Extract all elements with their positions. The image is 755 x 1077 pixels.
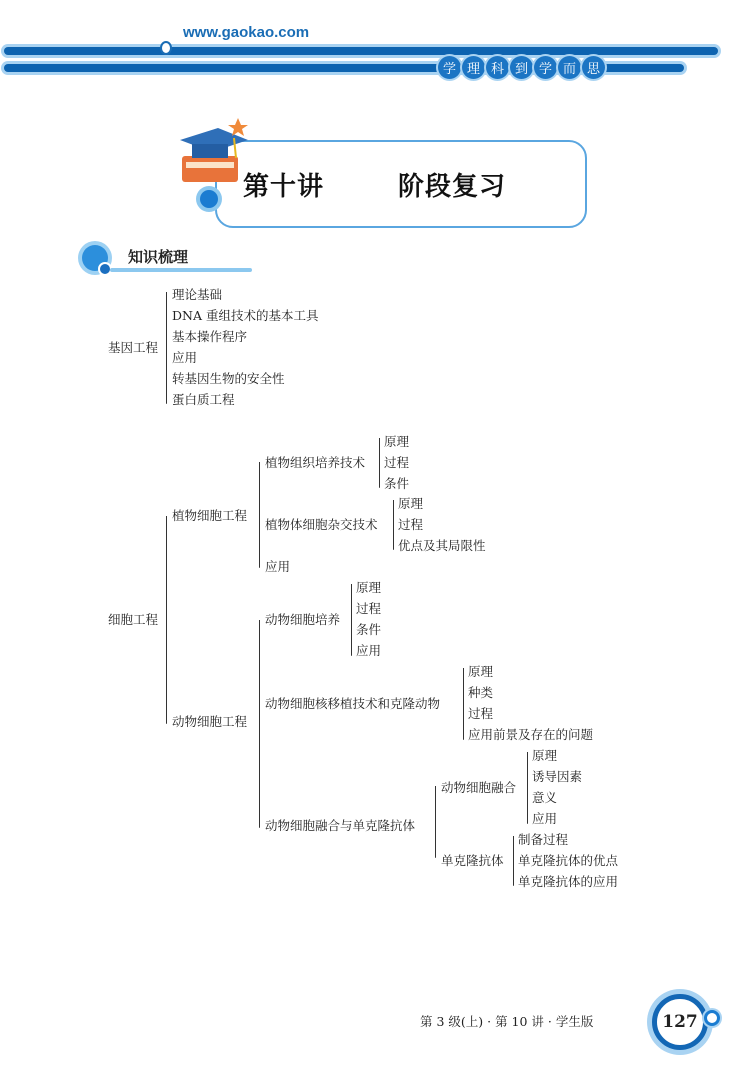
tree-item: 过程 <box>356 601 382 616</box>
tree-item: 单克隆抗体的应用 <box>518 874 619 889</box>
tree-item: 原理 <box>532 748 558 763</box>
tree-item: 理论基础 <box>172 287 223 302</box>
tree-item: 原理 <box>468 664 494 679</box>
tree-item: 单克隆抗体的优点 <box>518 853 619 868</box>
brace <box>393 500 394 550</box>
graduation-cap-books-icon <box>178 118 252 188</box>
brace <box>463 668 464 740</box>
brace <box>351 584 352 656</box>
lecture-topic: 阶段复习 <box>398 172 507 202</box>
ring-icon <box>160 41 172 55</box>
motto-char: 到 <box>510 56 533 79</box>
tree-branch: 动物细胞融合与单克隆抗体 <box>265 818 416 833</box>
motto-char: 科 <box>486 56 509 79</box>
brace <box>166 516 167 724</box>
brace <box>527 752 528 824</box>
tree-branch: 植物组织培养技术 <box>265 455 366 470</box>
tree-item: 条件 <box>356 622 382 637</box>
brace <box>259 462 260 568</box>
tree-item: 蛋白质工程 <box>172 392 235 407</box>
brace <box>259 620 260 828</box>
tree-item: 过程 <box>384 455 410 470</box>
page-number: 127 <box>652 994 708 1050</box>
tree-item: DNA 重组技术的基本工具 <box>172 308 319 323</box>
lecture-number: 第十讲 <box>243 172 325 202</box>
tree-item: 过程 <box>398 517 424 532</box>
tree-item: 应用前景及存在的问题 <box>468 727 594 742</box>
tree-item: 原理 <box>356 580 382 595</box>
tree-item: 制备过程 <box>518 832 569 847</box>
motto-char: 理 <box>462 56 485 79</box>
page-dot-icon <box>704 1010 720 1026</box>
tree-item: 应用 <box>172 350 198 365</box>
tree-item: 原理 <box>398 496 424 511</box>
brace <box>513 836 514 886</box>
tree-branch: 单克隆抗体 <box>441 853 504 868</box>
brace <box>166 292 167 404</box>
tree-item: 诱导因素 <box>532 769 583 784</box>
tree-item: 应用 <box>532 811 558 826</box>
site-url[interactable]: www.gaokao.com <box>183 24 310 41</box>
tree-branch: 动物细胞工程 <box>172 714 248 729</box>
tree-item: 应用 <box>265 559 291 574</box>
tree-item: 意义 <box>532 790 558 805</box>
motto-badges <box>438 56 605 79</box>
brace <box>435 786 436 858</box>
tree-item: 原理 <box>384 434 410 449</box>
footer-info: 第 3 级(上) · 第 10 讲 · 学生版 <box>420 1014 594 1029</box>
tree-root: 基因工程 <box>108 340 159 355</box>
motto-char: 思 <box>582 56 605 79</box>
brace <box>379 438 380 488</box>
tree-item: 种类 <box>468 685 494 700</box>
tree-root: 细胞工程 <box>108 612 159 627</box>
tree-branch: 动物细胞培养 <box>265 612 341 627</box>
motto-char: 学 <box>534 56 557 79</box>
tree-branch: 植物细胞工程 <box>172 508 248 523</box>
section-underline <box>110 268 252 272</box>
tree-item: 优点及其局限性 <box>398 538 486 553</box>
tree-branch: 植物体细胞杂交技术 <box>265 517 378 532</box>
motto-char: 学 <box>438 56 461 79</box>
title-dot-icon <box>200 190 218 208</box>
tree-item: 过程 <box>468 706 494 721</box>
tree-item: 基本操作程序 <box>172 329 248 344</box>
header-bar-top <box>4 47 718 55</box>
motto-char: 而 <box>558 56 581 79</box>
tree-item: 转基因生物的安全性 <box>172 371 285 386</box>
tree-item: 条件 <box>384 476 410 491</box>
tree-branch: 动物细胞核移植技术和克隆动物 <box>265 696 441 711</box>
section-title: 知识梳理 <box>128 248 189 266</box>
tree-item: 应用 <box>356 643 382 658</box>
tree-branch: 动物细胞融合 <box>441 780 517 795</box>
